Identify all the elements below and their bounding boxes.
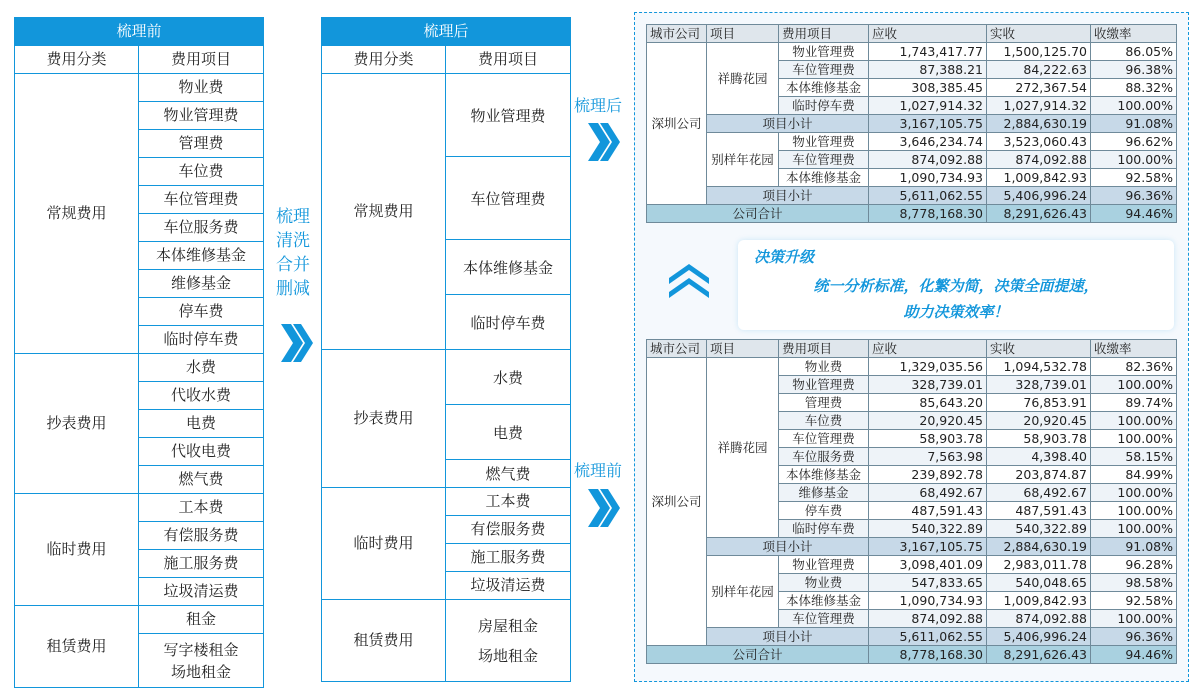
table-row — [647, 556, 1177, 574]
fee-item: 场地租金 — [171, 662, 232, 681]
category-cell: 常规费用 — [15, 74, 139, 354]
column-header: 费用项目 — [446, 46, 571, 74]
value-cell: 1,743,417.77 — [869, 43, 987, 61]
before-data-table — [646, 339, 1177, 664]
decision-upgrade-callout — [738, 240, 1174, 330]
fee-item: 物业管理费 — [446, 74, 571, 157]
value-cell: 540,048.65 — [987, 574, 1091, 592]
category-cell: 租赁费用 — [322, 600, 446, 682]
value-cell: 203,874.87 — [987, 466, 1091, 484]
column-header: 城市公司 — [647, 340, 707, 358]
subtotal-label: 项目小计 — [707, 187, 869, 205]
process-step: 清洗 — [276, 231, 310, 251]
value-cell: 1,090,734.93 — [869, 169, 987, 187]
value-cell: 874,092.88 — [869, 151, 987, 169]
project-cell: 祥腾花园 — [707, 358, 779, 538]
table-title: 梳理后 — [322, 18, 571, 46]
fee-item: 房屋租金 — [478, 616, 539, 635]
value-cell: 1,090,734.93 — [869, 592, 987, 610]
subtotal-value: 91.08% — [1091, 538, 1177, 556]
value-cell: 84,222.63 — [987, 61, 1091, 79]
fee-item-cell: 车位管理费 — [779, 61, 869, 79]
fee-item: 水费 — [139, 354, 264, 382]
fee-item: 燃气费 — [139, 466, 264, 494]
fee-item-cell: 物业管理费 — [779, 556, 869, 574]
fee-item-cell: 物业管理费 — [779, 133, 869, 151]
value-cell: 4,398.40 — [987, 448, 1091, 466]
value-cell: 100.00% — [1091, 520, 1177, 538]
value-cell: 84.99% — [1091, 466, 1177, 484]
value-cell: 487,591.43 — [987, 502, 1091, 520]
callout-line: 统一分析标准，化繁为简，决策全面提速， — [813, 277, 1099, 295]
fee-item: 写字楼租金 — [163, 640, 239, 659]
fee-item: 管理费 — [139, 130, 264, 158]
fee-item: 场地租金 — [478, 646, 539, 665]
value-cell: 82.36% — [1091, 358, 1177, 376]
table-row — [647, 358, 1177, 376]
subtotal-value: 5,611,062.55 — [869, 628, 987, 646]
fee-item: 代收水费 — [139, 382, 264, 410]
label-before: 梳理前 — [574, 461, 623, 480]
category-cell: 临时费用 — [15, 494, 139, 606]
fee-item-cell: 维修基金 — [779, 484, 869, 502]
fee-item-cell: 车位管理费 — [779, 430, 869, 448]
category-cell: 临时费用 — [322, 488, 446, 600]
subtotal-value: 3,167,105.75 — [869, 115, 987, 133]
fee-item: 水费 — [446, 350, 571, 405]
value-cell: 89.74% — [1091, 394, 1177, 412]
value-cell: 1,094,532.78 — [987, 358, 1091, 376]
column-header: 项目 — [707, 340, 779, 358]
double-chevron-up-icon — [667, 262, 711, 298]
total-value: 8,778,168.30 — [869, 205, 987, 223]
total-value: 94.46% — [1091, 646, 1177, 664]
fee-item: 临时停车费 — [139, 326, 264, 354]
callout-title: 决策升级 — [754, 248, 815, 266]
value-cell: 874,092.88 — [987, 610, 1091, 628]
subtotal-value: 96.36% — [1091, 187, 1177, 205]
fee-item: 车位管理费 — [446, 157, 571, 240]
column-header: 收缴率 — [1091, 340, 1177, 358]
fee-item-cell: 停车费 — [779, 502, 869, 520]
table-row — [647, 133, 1177, 151]
value-cell: 308,385.45 — [869, 79, 987, 97]
value-cell: 540,322.89 — [869, 520, 987, 538]
column-header: 应收 — [869, 25, 987, 43]
fee-item-cell: 车位服务费 — [779, 448, 869, 466]
fee-item-cell: 本体维修基金 — [779, 79, 869, 97]
table-row — [647, 43, 1177, 61]
fee-item: 有偿服务费 — [446, 516, 571, 544]
value-cell: 68,492.67 — [869, 484, 987, 502]
subtotal-value: 96.36% — [1091, 628, 1177, 646]
value-cell: 3,646,234.74 — [869, 133, 987, 151]
value-cell: 98.58% — [1091, 574, 1177, 592]
fee-item: 临时停车费 — [446, 295, 571, 350]
value-cell: 272,367.54 — [987, 79, 1091, 97]
fee-item-cell: 管理费 — [779, 394, 869, 412]
value-cell: 58,903.78 — [987, 430, 1091, 448]
value-cell: 20,920.45 — [869, 412, 987, 430]
category-cell: 常规费用 — [322, 74, 446, 350]
callout-line: 助力决策效率！ — [903, 303, 1009, 321]
value-cell: 874,092.88 — [987, 151, 1091, 169]
process-steps — [271, 205, 315, 301]
subtotal-label: 项目小计 — [707, 628, 869, 646]
subtotal-value: 3,167,105.75 — [869, 538, 987, 556]
fee-item-cell: 物业费 — [779, 358, 869, 376]
value-cell: 96.28% — [1091, 556, 1177, 574]
value-cell: 100.00% — [1091, 376, 1177, 394]
total-row — [647, 205, 1177, 223]
value-cell: 1,009,842.93 — [987, 592, 1091, 610]
value-cell: 76,853.91 — [987, 394, 1091, 412]
process-step: 删减 — [276, 279, 310, 299]
total-value: 8,291,626.43 — [987, 646, 1091, 664]
fee-item-cell: 本体维修基金 — [779, 169, 869, 187]
fee-item: 燃气费 — [446, 460, 571, 488]
total-value: 94.46% — [1091, 205, 1177, 223]
value-cell: 547,833.65 — [869, 574, 987, 592]
total-label: 公司合计 — [647, 646, 869, 664]
column-header: 应收 — [869, 340, 987, 358]
project-cell: 别样年花园 — [707, 556, 779, 628]
fee-item-pair — [446, 600, 571, 682]
value-cell: 96.38% — [1091, 61, 1177, 79]
value-cell: 92.58% — [1091, 169, 1177, 187]
category-cell: 抄表费用 — [322, 350, 446, 488]
total-value: 8,778,168.30 — [869, 646, 987, 664]
value-cell: 100.00% — [1091, 412, 1177, 430]
project-cell: 别样年花园 — [707, 133, 779, 187]
value-cell: 100.00% — [1091, 610, 1177, 628]
total-row — [647, 646, 1177, 664]
project-cell: 祥腾花园 — [707, 43, 779, 115]
fee-item: 停车费 — [139, 298, 264, 326]
fee-item-cell: 物业费 — [779, 574, 869, 592]
process-step: 合并 — [276, 255, 310, 275]
subtotal-label: 项目小计 — [707, 115, 869, 133]
subtotal-value: 2,884,630.19 — [987, 115, 1091, 133]
subtotal-row — [647, 187, 1177, 205]
column-header: 费用分类 — [15, 46, 139, 74]
value-cell: 87,388.21 — [869, 61, 987, 79]
column-header: 费用分类 — [322, 46, 446, 74]
column-header: 费用项目 — [779, 25, 869, 43]
fee-item-cell: 车位管理费 — [779, 610, 869, 628]
fee-item: 电费 — [446, 405, 571, 460]
fee-item-cell: 车位管理费 — [779, 151, 869, 169]
subtotal-value: 5,406,996.24 — [987, 628, 1091, 646]
subtotal-row — [647, 115, 1177, 133]
fee-item-cell: 本体维修基金 — [779, 466, 869, 484]
table-title: 梳理前 — [15, 18, 264, 46]
value-cell: 328,739.01 — [987, 376, 1091, 394]
value-cell: 86.05% — [1091, 43, 1177, 61]
value-cell: 328,739.01 — [869, 376, 987, 394]
subtotal-value: 2,884,630.19 — [987, 538, 1091, 556]
fee-item: 工本费 — [446, 488, 571, 516]
fee-item-cell: 临时停车费 — [779, 520, 869, 538]
value-cell: 1,027,914.32 — [987, 97, 1091, 115]
column-header: 费用项目 — [779, 340, 869, 358]
value-cell: 2,983,011.78 — [987, 556, 1091, 574]
double-chevron-right-icon — [586, 487, 620, 529]
after-data-table — [646, 24, 1177, 223]
value-cell: 239,892.78 — [869, 466, 987, 484]
subtotal-row — [647, 628, 1177, 646]
total-label: 公司合计 — [647, 205, 869, 223]
column-header: 项目 — [707, 25, 779, 43]
fee-item: 工本费 — [139, 494, 264, 522]
fee-item: 本体维修基金 — [446, 240, 571, 295]
fee-item: 施工服务费 — [139, 550, 264, 578]
city-cell: 深圳公司 — [647, 43, 707, 205]
fee-item: 代收电费 — [139, 438, 264, 466]
value-cell: 540,322.89 — [987, 520, 1091, 538]
value-cell: 68,492.67 — [987, 484, 1091, 502]
value-cell: 1,009,842.93 — [987, 169, 1091, 187]
column-header: 收缴率 — [1091, 25, 1177, 43]
fee-item: 垃圾清运费 — [139, 578, 264, 606]
before-classification-table — [14, 17, 264, 688]
value-cell: 20,920.45 — [987, 412, 1091, 430]
fee-item: 物业费 — [139, 74, 264, 102]
fee-item-cell: 车位费 — [779, 412, 869, 430]
value-cell: 100.00% — [1091, 430, 1177, 448]
fee-item: 物业管理费 — [139, 102, 264, 130]
value-cell: 96.62% — [1091, 133, 1177, 151]
city-cell: 深圳公司 — [647, 358, 707, 646]
value-cell: 1,027,914.32 — [869, 97, 987, 115]
fee-item-cell: 临时停车费 — [779, 97, 869, 115]
value-cell: 3,523,060.43 — [987, 133, 1091, 151]
fee-item-cell: 物业管理费 — [779, 376, 869, 394]
fee-item: 电费 — [139, 410, 264, 438]
fee-item-pair — [139, 634, 264, 688]
fee-item: 垃圾清运费 — [446, 572, 571, 600]
value-cell: 3,098,401.09 — [869, 556, 987, 574]
value-cell: 874,092.88 — [869, 610, 987, 628]
value-cell: 487,591.43 — [869, 502, 987, 520]
column-header: 实收 — [987, 340, 1091, 358]
value-cell: 100.00% — [1091, 484, 1177, 502]
value-cell: 58.15% — [1091, 448, 1177, 466]
fee-item: 施工服务费 — [446, 544, 571, 572]
value-cell: 100.00% — [1091, 97, 1177, 115]
column-header: 费用项目 — [139, 46, 264, 74]
fee-item: 车位管理费 — [139, 186, 264, 214]
value-cell: 58,903.78 — [869, 430, 987, 448]
process-step: 梳理 — [276, 207, 310, 227]
fee-item: 车位费 — [139, 158, 264, 186]
value-cell: 1,500,125.70 — [987, 43, 1091, 61]
double-chevron-right-icon — [586, 121, 620, 163]
double-chevron-right-icon — [279, 322, 313, 364]
value-cell: 85,643.20 — [869, 394, 987, 412]
fee-item: 维修基金 — [139, 270, 264, 298]
subtotal-row — [647, 538, 1177, 556]
fee-item: 租金 — [139, 606, 264, 634]
value-cell: 100.00% — [1091, 502, 1177, 520]
fee-item: 本体维修基金 — [139, 242, 264, 270]
after-classification-table — [321, 17, 571, 682]
subtotal-value: 5,406,996.24 — [987, 187, 1091, 205]
category-cell: 抄表费用 — [15, 354, 139, 494]
value-cell: 88.32% — [1091, 79, 1177, 97]
fee-item-cell: 物业管理费 — [779, 43, 869, 61]
fee-item: 有偿服务费 — [139, 522, 264, 550]
value-cell: 1,329,035.56 — [869, 358, 987, 376]
fee-item: 车位服务费 — [139, 214, 264, 242]
subtotal-value: 5,611,062.55 — [869, 187, 987, 205]
value-cell: 100.00% — [1091, 151, 1177, 169]
category-cell: 租赁费用 — [15, 606, 139, 688]
total-value: 8,291,626.43 — [987, 205, 1091, 223]
column-header: 城市公司 — [647, 25, 707, 43]
value-cell: 7,563.98 — [869, 448, 987, 466]
value-cell: 92.58% — [1091, 592, 1177, 610]
subtotal-label: 项目小计 — [707, 538, 869, 556]
column-header: 实收 — [987, 25, 1091, 43]
fee-item-cell: 本体维修基金 — [779, 592, 869, 610]
subtotal-value: 91.08% — [1091, 115, 1177, 133]
label-after: 梳理后 — [574, 96, 623, 115]
